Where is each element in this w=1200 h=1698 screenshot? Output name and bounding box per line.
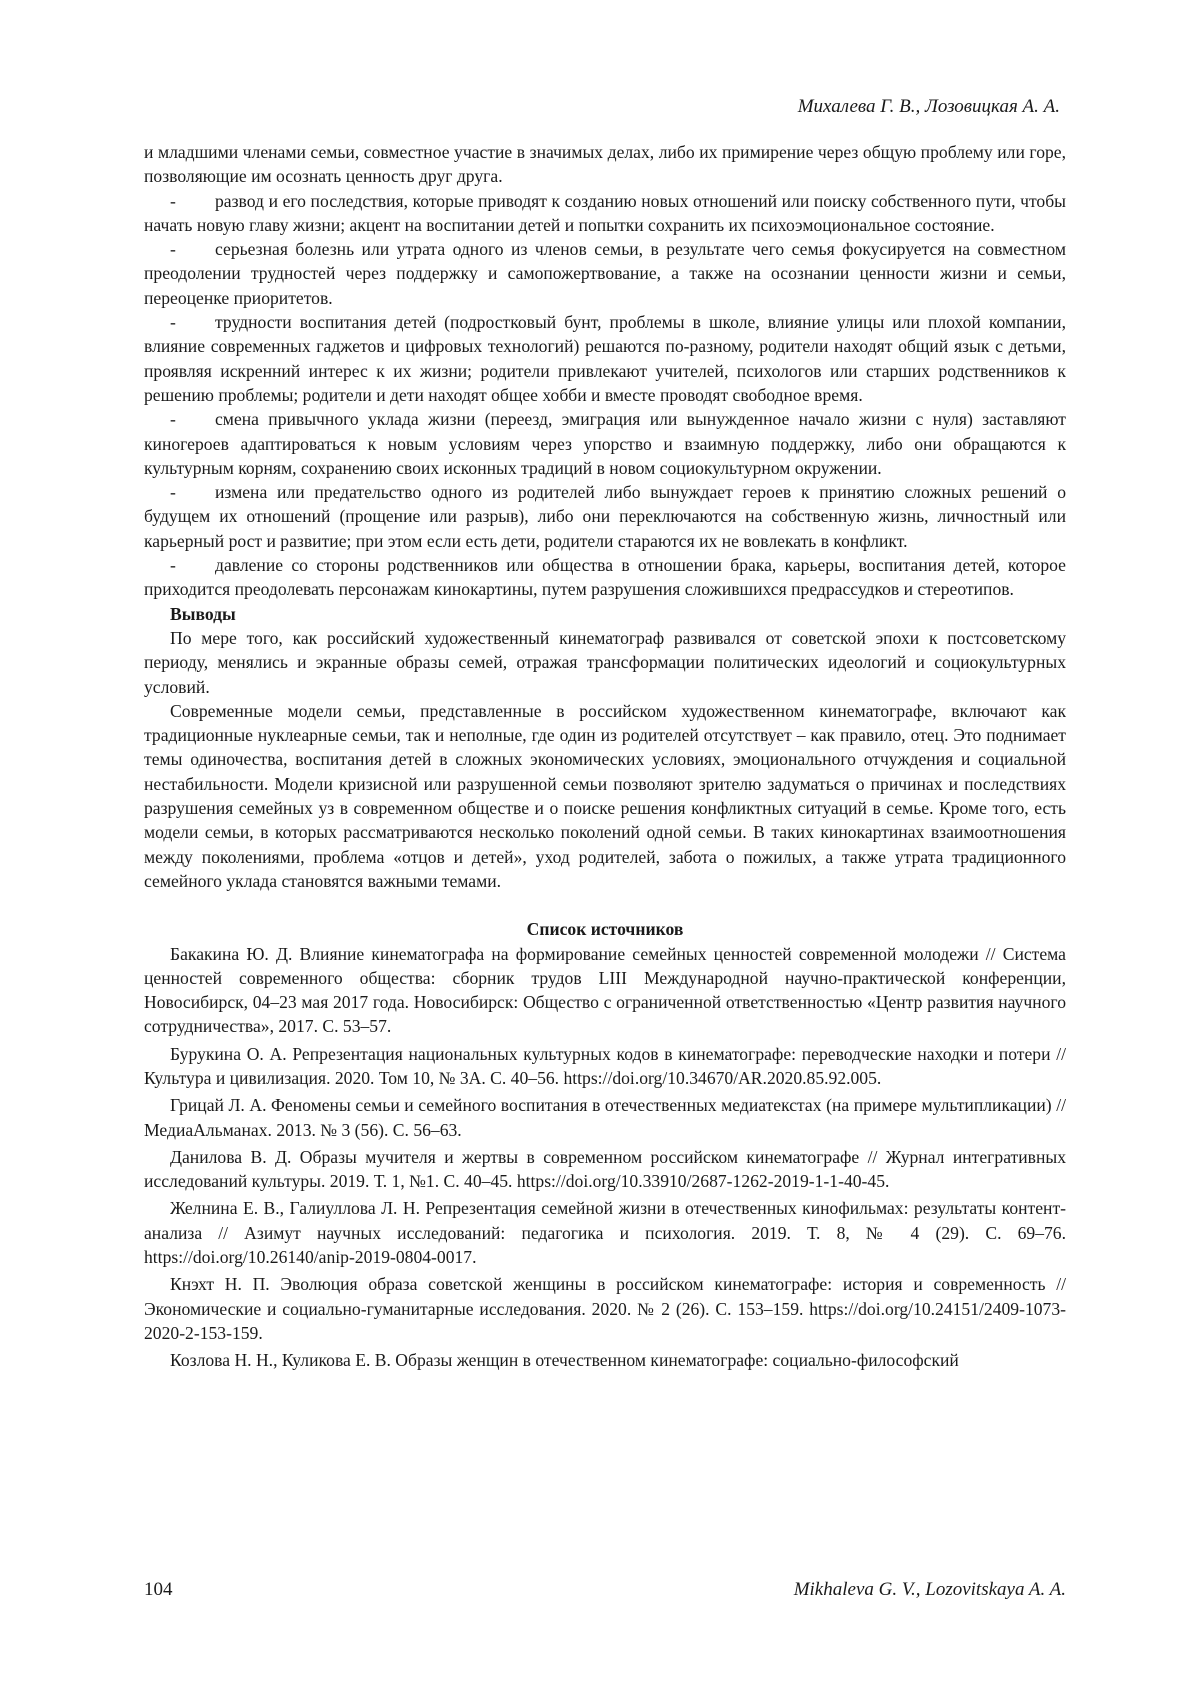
running-head-authors: Михалева Г. В., Лозовицкая А. А. (797, 96, 1060, 117)
list-item (144, 189, 1066, 238)
bullet-marker: - (170, 409, 176, 430)
list-item-text: развод и его последствия, которые приводят к созданию новых отношений или поиску собственного пути, чтобы начать новую главу жизни; акцент на воспитании детей и попытки сохранить их психоэмоциональное состояние. (144, 190, 1066, 235)
list-item (144, 237, 1066, 310)
reference-item: Грицай Л. А. Феномены семьи и семейного воспитания в отечественных медиатекстах (на примере мультипликации) // МедиаАльманах. 2013. № 3 (56). С. 56–63. (144, 1095, 1066, 1140)
list-item (144, 407, 1066, 480)
conclusions-paragraph: Современные модели семьи, представленные в российском художественном кинематографе, включают как традиционные нуклеарные семьи, так и неполные, где один из родителей отсутствует – как правило, отец. Это поднимает темы одиночества, воспитания детей в сложных экономических условиях, эмоционального отчуждения и социальной нестабильности. Модели кризисной или разрушенной семьи позволяют зрителю задуматься о причинах и последствиях разрушения семейных уз в современном обществе и о поиске решения конфликтных ситуаций в семье. Кроме того, есть модели семьи, в которых рассматриваются несколько поколений одной семьи. В таких кинокартинах взаимоотношения между поколениями, проблема «отцов и детей», уход родителей, забота о пожилых, а также утрата традиционного семейного уклада становятся важными темами. (144, 700, 1066, 891)
bullet-marker: - (170, 239, 176, 260)
conclusions-paragraph: По мере того, как российский художественный кинематограф развивался от советской эпохи к постсоветскому периоду, менялись и экранные образы семей, отражая трансформации политических идеологий и социокультурных условий. (144, 627, 1066, 697)
conclusions-heading: Выводы (170, 603, 236, 624)
bullet-marker: - (170, 555, 176, 576)
reference-item: Данилова В. Д. Образы мучителя и жертвы в современном российском кинематографе // Журнал интегративных исследований культуры. 2019. Т. 1, №1. С. 40–45. https://doi.org/10.33910/2687-1262-2019-1-1-40-45. (144, 1146, 1066, 1192)
reference-item: Бакакина Ю. Д. Влияние кинематографа на формирование семейных ценностей современной молодежи // Система ценностей современного общества: сборник трудов LIII Международной научно-практической конференции, Новосибирск, 04–23 мая 2017 года. Новосибирск: Общество с ограниченной ответственностью «Центр развития научного сотрудничества», 2017. С. 53–57. (144, 943, 1066, 1037)
list-item-text: давление со стороны родственников или общества в отношении брака, карьеры, воспитания детей, которое приходится преодолевать персонажам кинокартины, путем разрушения сложившихся предрассудков и стереотипов. (144, 555, 1066, 600)
continuation-paragraph: и младшими членами семьи, совместное участие в значимых делах, либо их примирение через общую проблему или горе, позволяющие им осознать ценность друг друга. (144, 142, 1066, 187)
reference-item: Козлова Н. Н., Куликова Е. В. Образы женщин в отечественном кинематографе: социально-философский (170, 1350, 959, 1371)
list-item (144, 310, 1066, 407)
bullet-marker: - (170, 190, 176, 211)
list-item-text: смена привычного уклада жизни (переезд, эмиграция или вынужденное начало жизни с нуля) заставляют киногероев адаптироваться к новым условиям через упорство и взаимную поддержку, либо они обращаются к культурным корням, сохранению своих исконных традиций в новом социокультурном окружении. (144, 409, 1066, 478)
list-item-text: трудности воспитания детей (подростковый бунт, проблемы в школе, влияние улицы или плохой компании, влияние современных гаджетов и цифровых технологий) решаются по-разному, родители находят общий язык с детьми, проявляя искренний интерес к их жизни; родители привлекают учителей, психологов или старших родственников к решению проблемы; родители и дети находят общее хобби и вместе проводят свободное время. (144, 312, 1066, 405)
footer-authors: Mikhaleva G. V., Lozovitskaya A. A. (793, 1579, 1066, 1600)
list-item-text: измена или предательство одного из родителей либо вынуждает героев к принятию сложных решений о будущем их отношений (прощение или разрыв), либо они переключаются на собственную жизнь, личностный или карьерный рост и развитие; при этом если есть дети, родители стараются их не вовлекать в конфликт. (144, 482, 1066, 551)
page-content (144, 140, 1066, 1376)
list-item-text: серьезная болезнь или утрата одного из членов семьи, в результате чего семья фокусируется на совместном преодолении трудностей через поддержку и самопожертвование, а также на осознании ценности жизни и семьи, переоценке приоритетов. (144, 239, 1066, 308)
reference-item: Кнэхт Н. П. Эволюция образа советской женщины в российском кинематографе: история и современность // Экономические и социально-гуманитарные исследования. 2020. № 2 (26). С. 153–159. https://doi.org/10.24151/2409-1073-2020-2-153-159. (144, 1274, 1066, 1343)
page-number: 104 (144, 1579, 173, 1600)
bullet-marker: - (170, 482, 176, 503)
list-item (144, 480, 1066, 553)
list-item (144, 553, 1066, 602)
reference-item: Желнина Е. В., Галиуллова Л. Н. Репрезентация семейной жизни в отечественных кинофильмах: результаты контент-анализа // Азимут научных исследований: педагогика и психология. 2019. Т. 8, № 4 (29). С. 69–76. https://doi.org/10.26140/anip-2019-0804-0017. (144, 1198, 1066, 1268)
bullet-marker: - (170, 312, 176, 333)
reference-item: Бурукина О. А. Репрезентация национальных культурных кодов в кинематографе: переводческие находки и потери // Культура и цивилизация. 2020. Том 10, № 3А. С. 40–56. https://doi.org/10.34670/AR.2020.85.92.005. (144, 1043, 1066, 1088)
sources-heading: Список источников (526, 919, 684, 940)
